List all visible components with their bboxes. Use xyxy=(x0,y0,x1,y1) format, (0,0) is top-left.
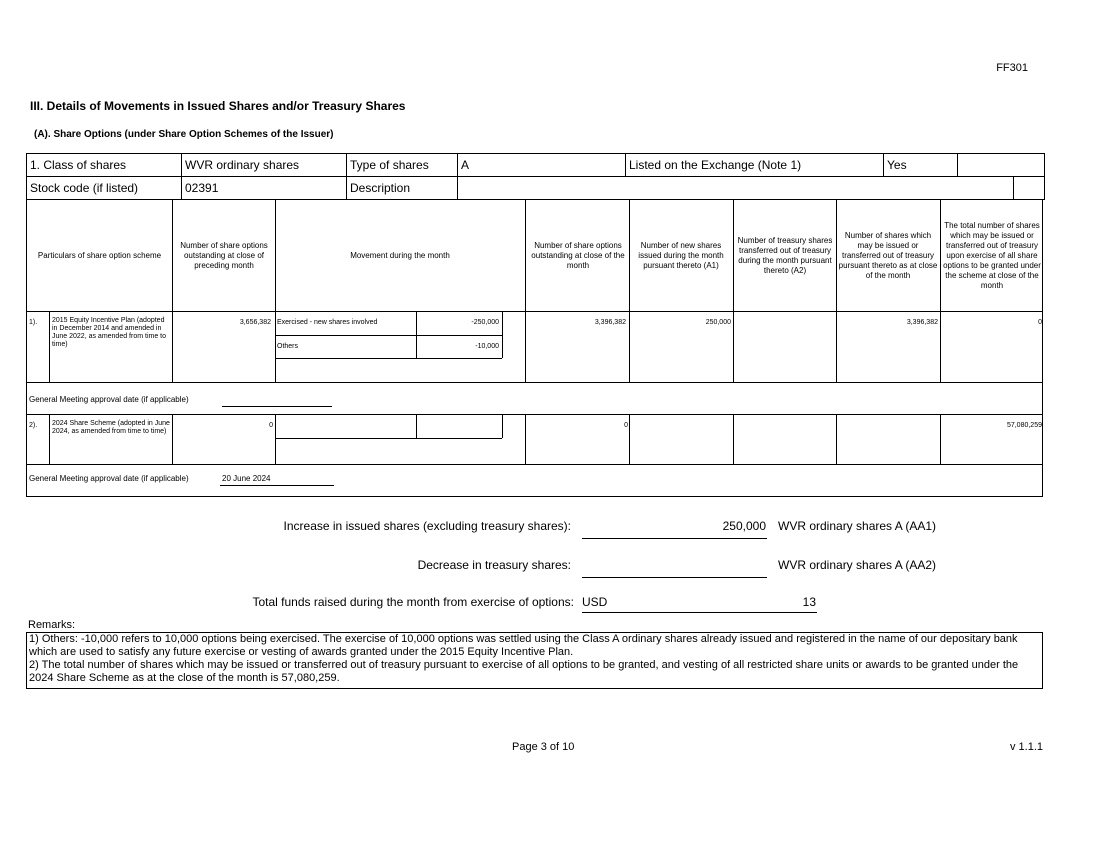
col-movement: Movement during the month xyxy=(350,250,450,260)
scheme-1-outstanding-preceding: 3,656,382 xyxy=(239,319,271,326)
scheme-2-total-number: 57,080,259 xyxy=(1006,422,1042,429)
col-may-be-issued: Number of shares which may be issued or transferred out of treasury pursuant thereto as at close of the month xyxy=(838,230,938,280)
scheme-1-movement-1-value: -250,000 xyxy=(471,319,499,326)
scheme-2-approval-date: 20 June 2024 xyxy=(220,474,334,486)
share-option-table xyxy=(26,200,1043,497)
scheme-1-new-shares: 250,000 xyxy=(705,319,731,326)
scheme-1-movement-2-label: Others xyxy=(277,343,299,350)
col-treasury-transferred: Number of treasury shares transferred out of treasury during the month pursuant thereto (A2) xyxy=(737,235,833,275)
decrease-unit: WVR ordinary shares A (AA2) xyxy=(778,558,937,572)
scheme-1-total-number: 0 xyxy=(1038,319,1042,326)
section-title: III. Details of Movements in Issued Shares and/or Treasury Shares xyxy=(30,99,406,113)
scheme-1-movement-2-value: -10,000 xyxy=(475,343,499,350)
scheme-2-outstanding-close: 0 xyxy=(624,422,628,429)
remark-1: 1) Others: -10,000 refers to 10,000 options being exercised. The exercise of 10,000 options was settled using the Class A ordinary shares already issued and registered in the name of our depositary bank which are used to satisfy any future exercise or vesting of awards granted under the 2015 Equity Incentive Plan. xyxy=(29,633,1018,658)
col-total-number: The total number of shares which may be issued or transferred out of treasury upon exercise of all share options to be granted under the scheme at close of the month xyxy=(943,220,1041,290)
scheme-2-name: 2024 Share Scheme (adopted in June 2024, as amended from time to time) xyxy=(52,420,170,435)
listed-blank xyxy=(958,154,1044,176)
remark-2: 2) The total number of shares which may be issued or transferred out of treasury pursuant to exercise of all options to be granted, and vesting of all restricted share units or awards to be granted under the 2024 Share Scheme as at the close of the month is 57,080,259. xyxy=(29,659,1019,684)
increase-label: Increase in issued shares (excluding treasury shares): xyxy=(283,519,571,533)
col-particulars: Particulars of share option scheme xyxy=(37,250,162,260)
increase-unit: WVR ordinary shares A (AA1) xyxy=(778,519,937,533)
class-label: 1. Class of shares xyxy=(27,154,182,176)
listed-label: Listed on the Exchange (Note 1) xyxy=(626,154,884,176)
funds-currency: USD xyxy=(582,595,608,609)
scheme-1-approval-date xyxy=(222,395,332,407)
subsection-title: (A). Share Options (under Share Option Schemes of the Issuer) xyxy=(34,129,334,140)
stock-code-value: 02391 xyxy=(182,177,347,199)
col-new-shares: Number of new shares issued during the month pursuant thereto (A1) xyxy=(638,240,724,270)
remarks-box xyxy=(26,632,1043,689)
scheme-2-outstanding-preceding: 0 xyxy=(269,422,273,429)
scheme-2-approval-label: General Meeting approval date (if applicable) xyxy=(29,474,189,483)
version: v 1.1.1 xyxy=(1009,741,1043,753)
scheme-1-name: 2015 Equity Incentive Plan (adopted in December 2014 and amended in June 2022, as amended from time to time) xyxy=(52,317,167,348)
increase-value: 250,000 xyxy=(722,519,766,533)
description-value xyxy=(458,177,1014,199)
remarks-title: Remarks: xyxy=(28,619,76,631)
funds-label: Total funds raised during the month from exercise of options: xyxy=(252,595,574,609)
type-label: Type of shares xyxy=(347,154,458,176)
decrease-label: Decrease in treasury shares: xyxy=(417,558,571,572)
class-value: WVR ordinary shares xyxy=(182,154,347,176)
scheme-1-outstanding-close: 3,396,382 xyxy=(594,319,626,326)
scheme-1-may-be-issued: 3,396,382 xyxy=(906,319,938,326)
class-row xyxy=(27,154,1044,177)
stock-code-row xyxy=(27,177,1044,200)
col-outstanding-preceding: Number of share options outstanding at close of preceding month xyxy=(180,240,268,270)
page-number: Page 3 of 10 xyxy=(512,741,575,753)
share-class-header xyxy=(26,153,1045,200)
scheme-2-index: 2). xyxy=(29,422,38,429)
type-value: A xyxy=(458,154,626,176)
listed-value: Yes xyxy=(884,154,958,176)
funds-value: 13 xyxy=(802,595,816,609)
form-code: FF301 xyxy=(996,62,1028,74)
stock-code-label: Stock code (if listed) xyxy=(27,177,182,199)
description-label: Description xyxy=(347,177,458,199)
scheme-1-movement-1-label: Exercised - new shares involved xyxy=(277,319,378,326)
scheme-1-approval-label: General Meeting approval date (if applicable) xyxy=(29,395,189,404)
col-outstanding-close: Number of share options outstanding at close of the month xyxy=(531,240,625,270)
scheme-1-index: 1). xyxy=(29,319,38,326)
description-blank xyxy=(1014,177,1044,199)
